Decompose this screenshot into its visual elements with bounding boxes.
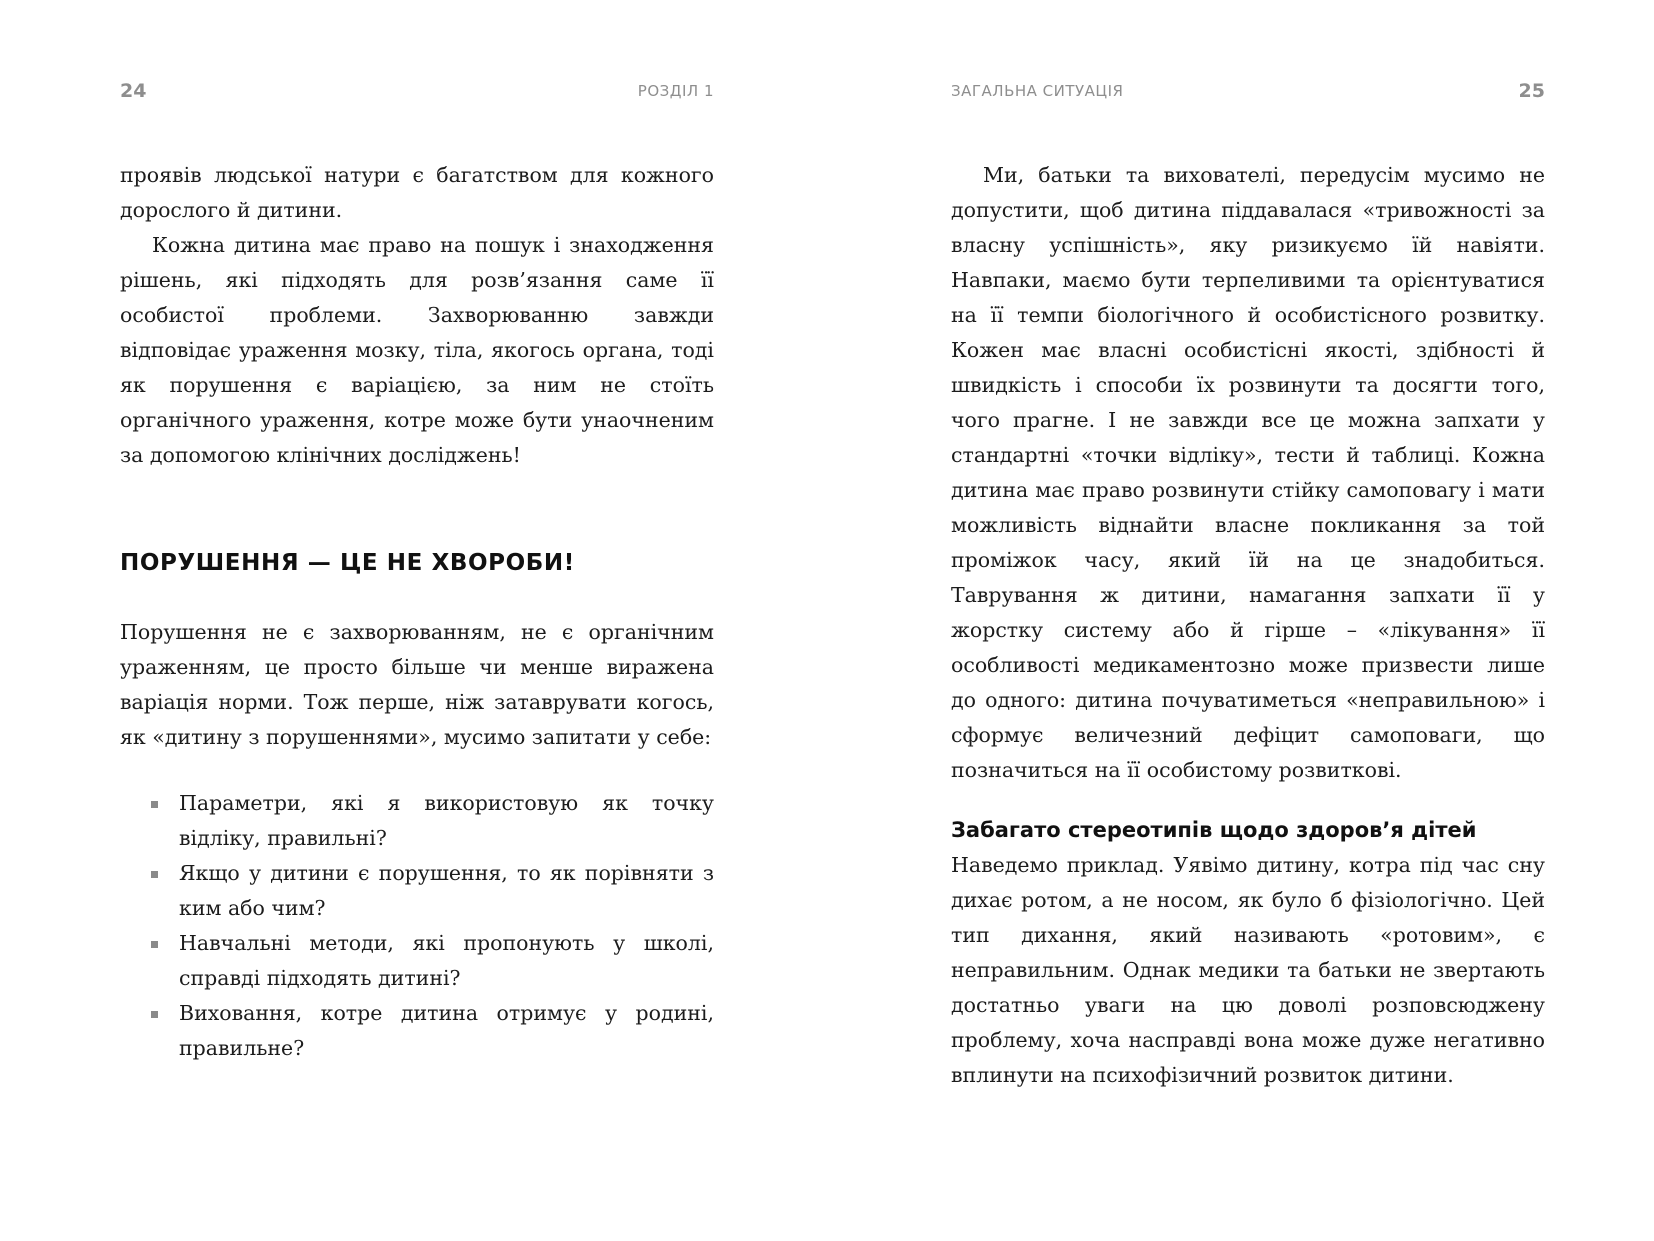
left-paragraph-3: Порушення не є захворюванням, не є органічним ураженням, це просто більше чи менше виражена варіація норми. Тож перше, ніж затаврувати когось, як «дитину з порушеннями», мусимо запитати у себе:	[120, 620, 714, 749]
right-paragraph-1: Ми, батьки та вихователі, передусім мусимо не допустити, щоб дитина піддавалася «тривожності за власну успішність», яку ризикуємо їй навіяти. Навпаки, маємо бути терпеливими та орієнтуватися на її темпи біологічного й особистісного розвитку. Кожен має власні особистісні якості, здібності й швидкість і способи їх розвинути та досягти того, чого прагне. І не завжди все це можна запхати у стандартні «точки відліку», тести й таблиці. Кожна дитина має право розвинути стійку самоповагу і мати можливість віднайти власне покликання за той проміжок часу, який їй на це знадобиться. Таврування ж дитини, намагання запхати її у жорстку систему або й гірше – «лікування» її особливості медикаментозно може призвести лише до одного: дитина почуватиметься «неправильною» і сформує величезний дефіцит самоповаги, що позначиться на її особистому розвиткові.	[951, 163, 1545, 782]
left-page-content	[120, 158, 714, 1066]
list-item-text: Параметри, які я використовую як точку відліку, правильні?	[179, 791, 714, 850]
list-item-text: Навчальні методи, які пропонують у школі, справді підходять дитині?	[179, 931, 714, 990]
right-paragraph-2: Наведемо приклад. Уявімо дитину, котра під час сну дихає ротом, а не носом, як було б фізіологічно. Цей тип дихання, який називають «ротовим», є неправильним. Однак медики та батьки не звертають достатньо уваги на цю доволі розповсюджену проблему, хоча насправді вона може дуже негативно вплинути на психофізичний розвиток дитини.	[951, 853, 1545, 1087]
list-item	[120, 856, 714, 926]
list-item	[120, 996, 714, 1066]
left-running-head	[120, 80, 714, 104]
left-paragraph-2: Кожна дитина має право на пошук і знаходження рішень, які підходять для розв’язання саме її особистої проблеми. Захворюванню завжди відповідає ураження мозку, тіла, якогось органа, тоді як порушення є варіацією, за ним не стоїть органічного ураження, котре може бути унаочненим за допомогою клінічних досліджень!	[120, 233, 714, 467]
left-page-number: 24	[120, 80, 147, 102]
right-chapter-title: ЗАГАЛЬНА СИТУАЦІЯ	[951, 82, 1124, 100]
list-item-text: Виховання, котре дитина отримує у родині, правильне?	[179, 1001, 714, 1060]
square-bullet-icon	[151, 871, 158, 878]
square-bullet-icon	[151, 801, 158, 808]
left-page	[120, 0, 714, 1241]
left-chapter-title: РОЗДІЛ 1	[637, 82, 714, 100]
list-item	[120, 926, 714, 996]
right-page	[951, 0, 1545, 1241]
right-page-number: 25	[1518, 80, 1545, 102]
section-heading: ПОРУШЕННЯ — ЦЕ НЕ ХВОРОБИ!	[120, 550, 575, 576]
square-bullet-icon	[151, 1011, 158, 1018]
right-running-head	[951, 80, 1545, 104]
square-bullet-icon	[151, 941, 158, 948]
question-list	[120, 786, 714, 1066]
left-paragraph-1: проявів людської натури є багатством для кожного дорослого й дитини.	[120, 163, 714, 222]
list-item-text: Якщо у дитини є порушення, то як порівняти з ким або чим?	[179, 861, 714, 920]
right-page-content	[951, 158, 1545, 1093]
list-item	[120, 786, 714, 856]
subsection-heading: Забагато стереотипів щодо здоров’я дітей	[951, 818, 1477, 842]
